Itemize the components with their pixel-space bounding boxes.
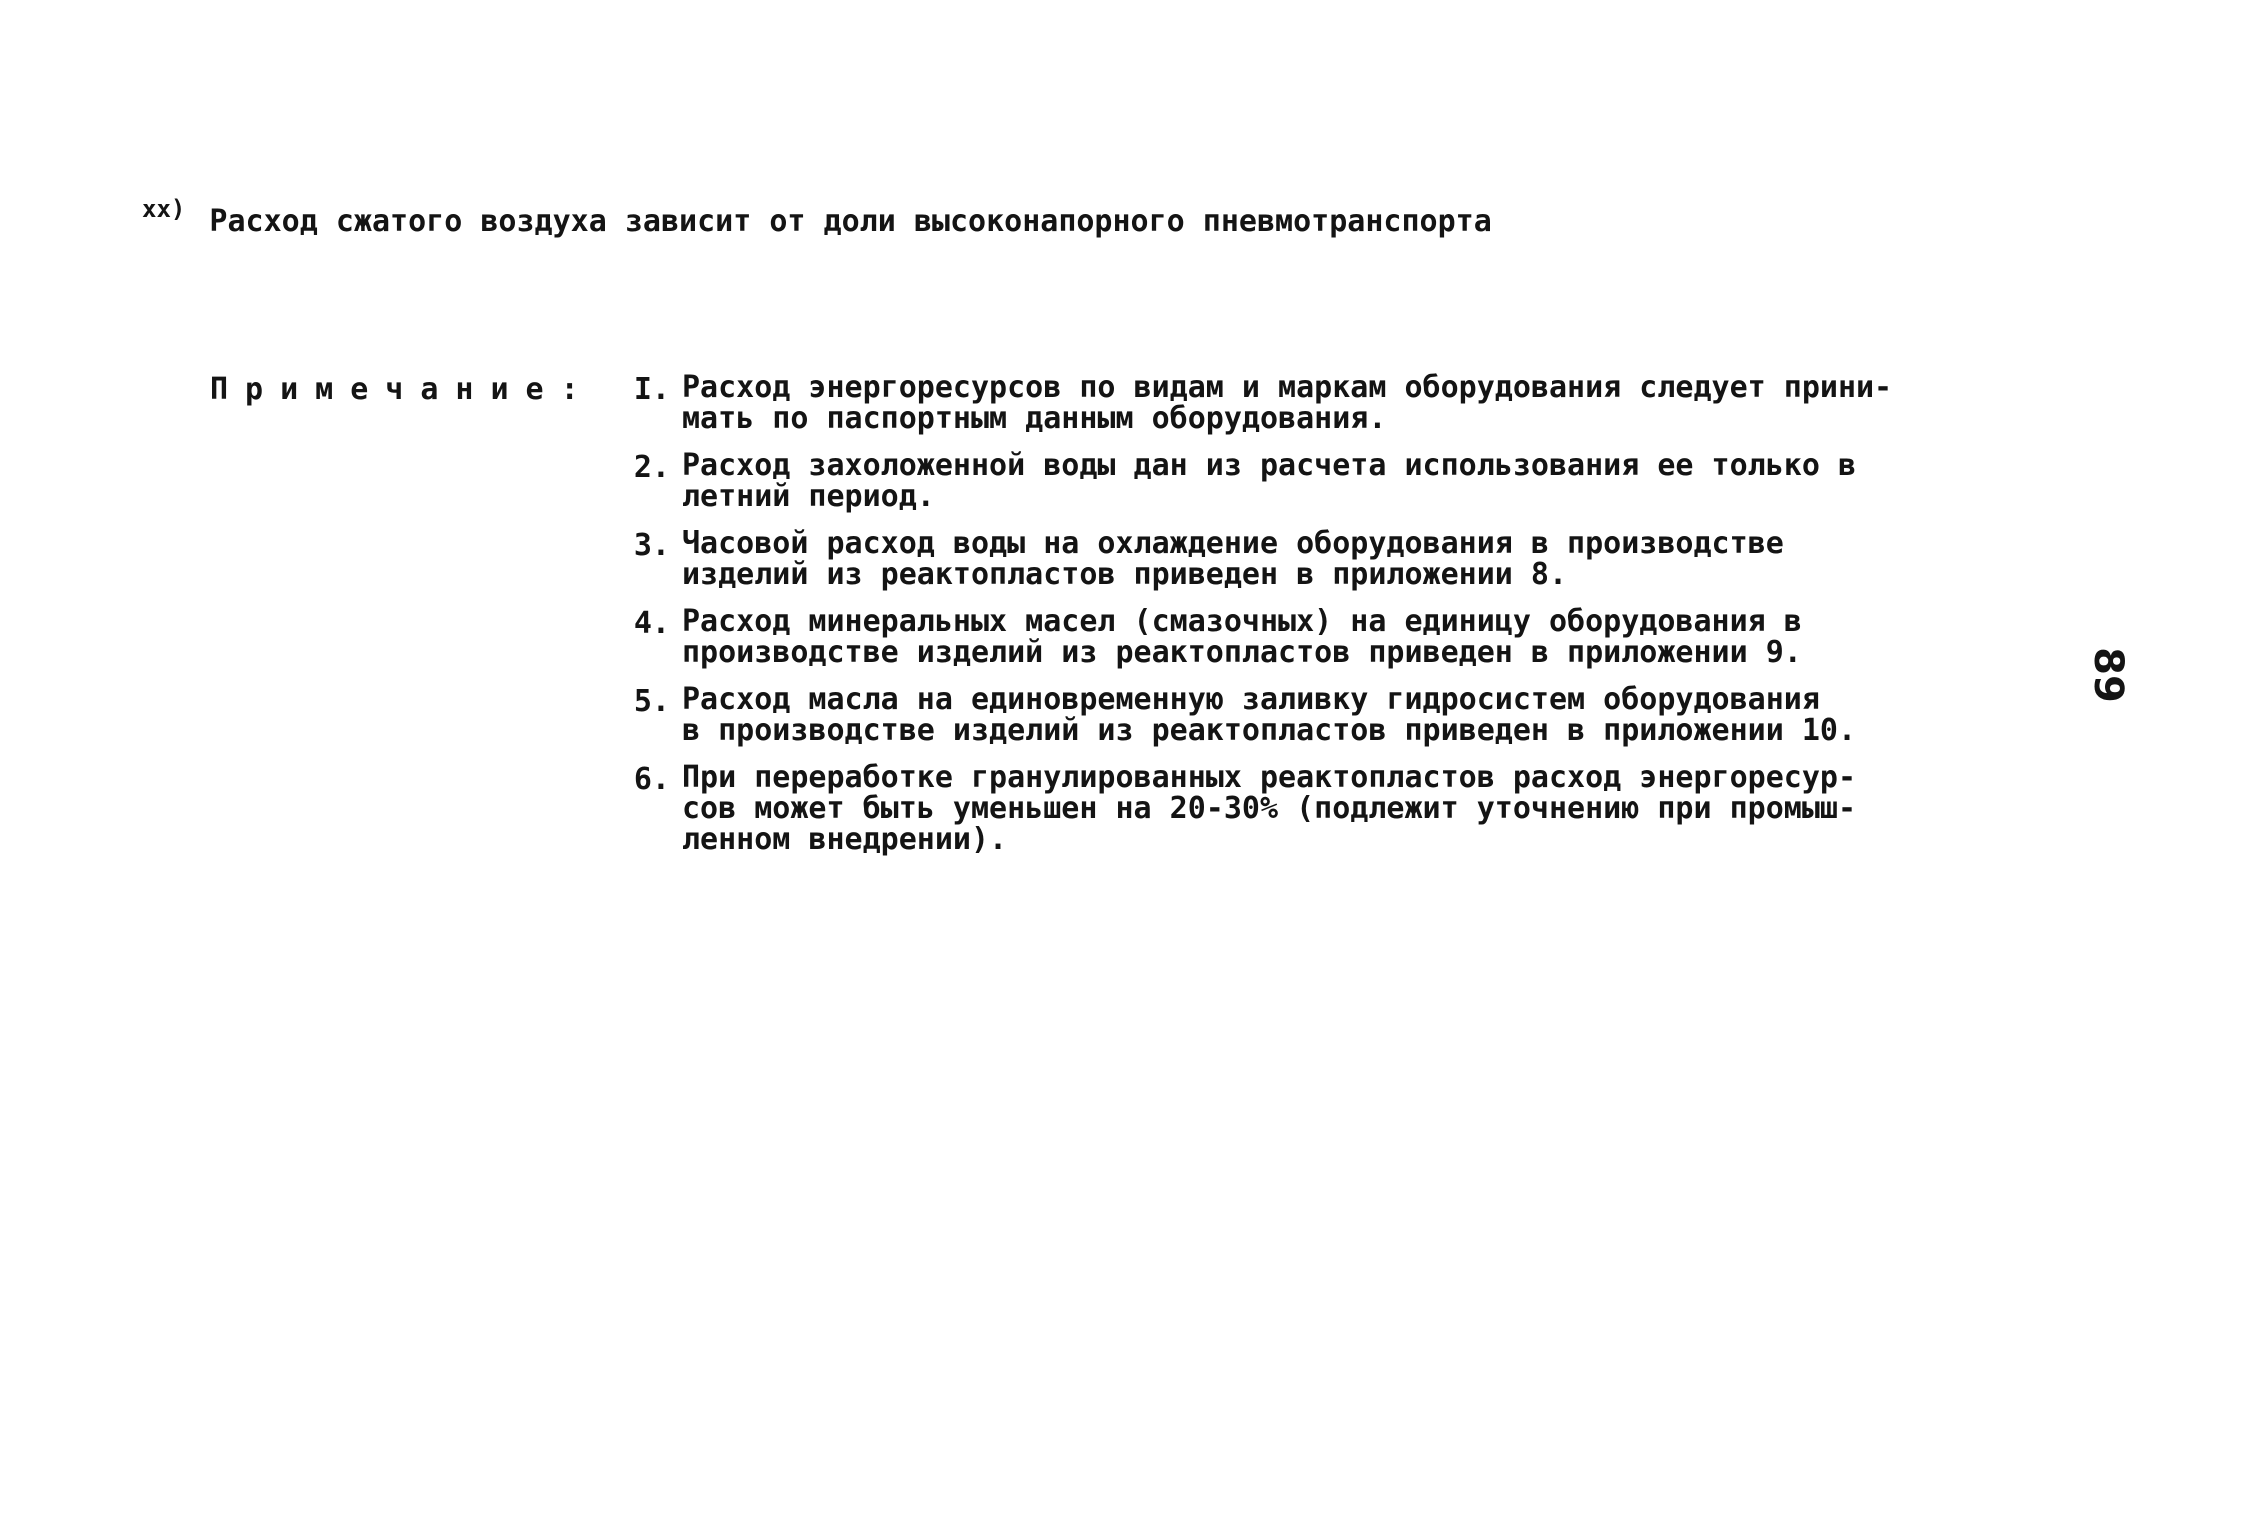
footnote-mark: xx) xyxy=(142,195,186,223)
note-line: сов может быть уменьшен на 20-30% (подлежит уточнению при промыш- xyxy=(682,791,1856,826)
note-line: мать по паспортным данным оборудования. xyxy=(682,401,1387,436)
footnote-text: Расход сжатого воздуха зависит от доли высоконапорного пневмотранспорта xyxy=(209,204,1492,239)
note-line: Часовой расход воды на охлаждение оборудования в производстве xyxy=(682,526,1784,561)
note-text xyxy=(682,684,1856,746)
note-line: Расход минеральных масел (смазочных) на единицу оборудования в xyxy=(682,604,1802,639)
note-number: 4. xyxy=(633,606,670,641)
note-text xyxy=(682,450,1856,512)
footnote xyxy=(142,195,1492,239)
note-text xyxy=(682,762,1856,855)
note-number: 3. xyxy=(633,528,670,563)
note-text xyxy=(682,372,1892,434)
note-line: в производстве изделий из реактопластов приведен в приложении 10. xyxy=(682,713,1856,748)
note-line: производстве изделий из реактопластов приведен в приложении 9. xyxy=(682,635,1802,670)
notes-label: Примечание: xyxy=(210,372,596,407)
note-line: Расход захоложенной воды дан из расчета использования ее только в xyxy=(682,448,1856,483)
note-number: 5. xyxy=(633,684,670,719)
note-number: I. xyxy=(633,372,670,407)
note-line: изделий из реактопластов приведен в приложении 8. xyxy=(682,557,1568,592)
note-number: 2. xyxy=(633,450,670,485)
page-number: 89 xyxy=(2084,647,2131,703)
note-line: При переработке гранулированных реактопластов расход энергоресур- xyxy=(682,760,1856,795)
note-line: Расход энергоресурсов по видам и маркам оборудования следует прини- xyxy=(682,370,1893,405)
note-line: Расход масла на единовременную заливку гидросистем оборудования xyxy=(682,682,1820,717)
note-text xyxy=(682,606,1802,668)
note-line: летний период. xyxy=(682,479,935,514)
note-number: 6. xyxy=(633,762,670,797)
note-text xyxy=(682,528,1784,590)
note-line: ленном внедрении). xyxy=(682,822,1008,857)
